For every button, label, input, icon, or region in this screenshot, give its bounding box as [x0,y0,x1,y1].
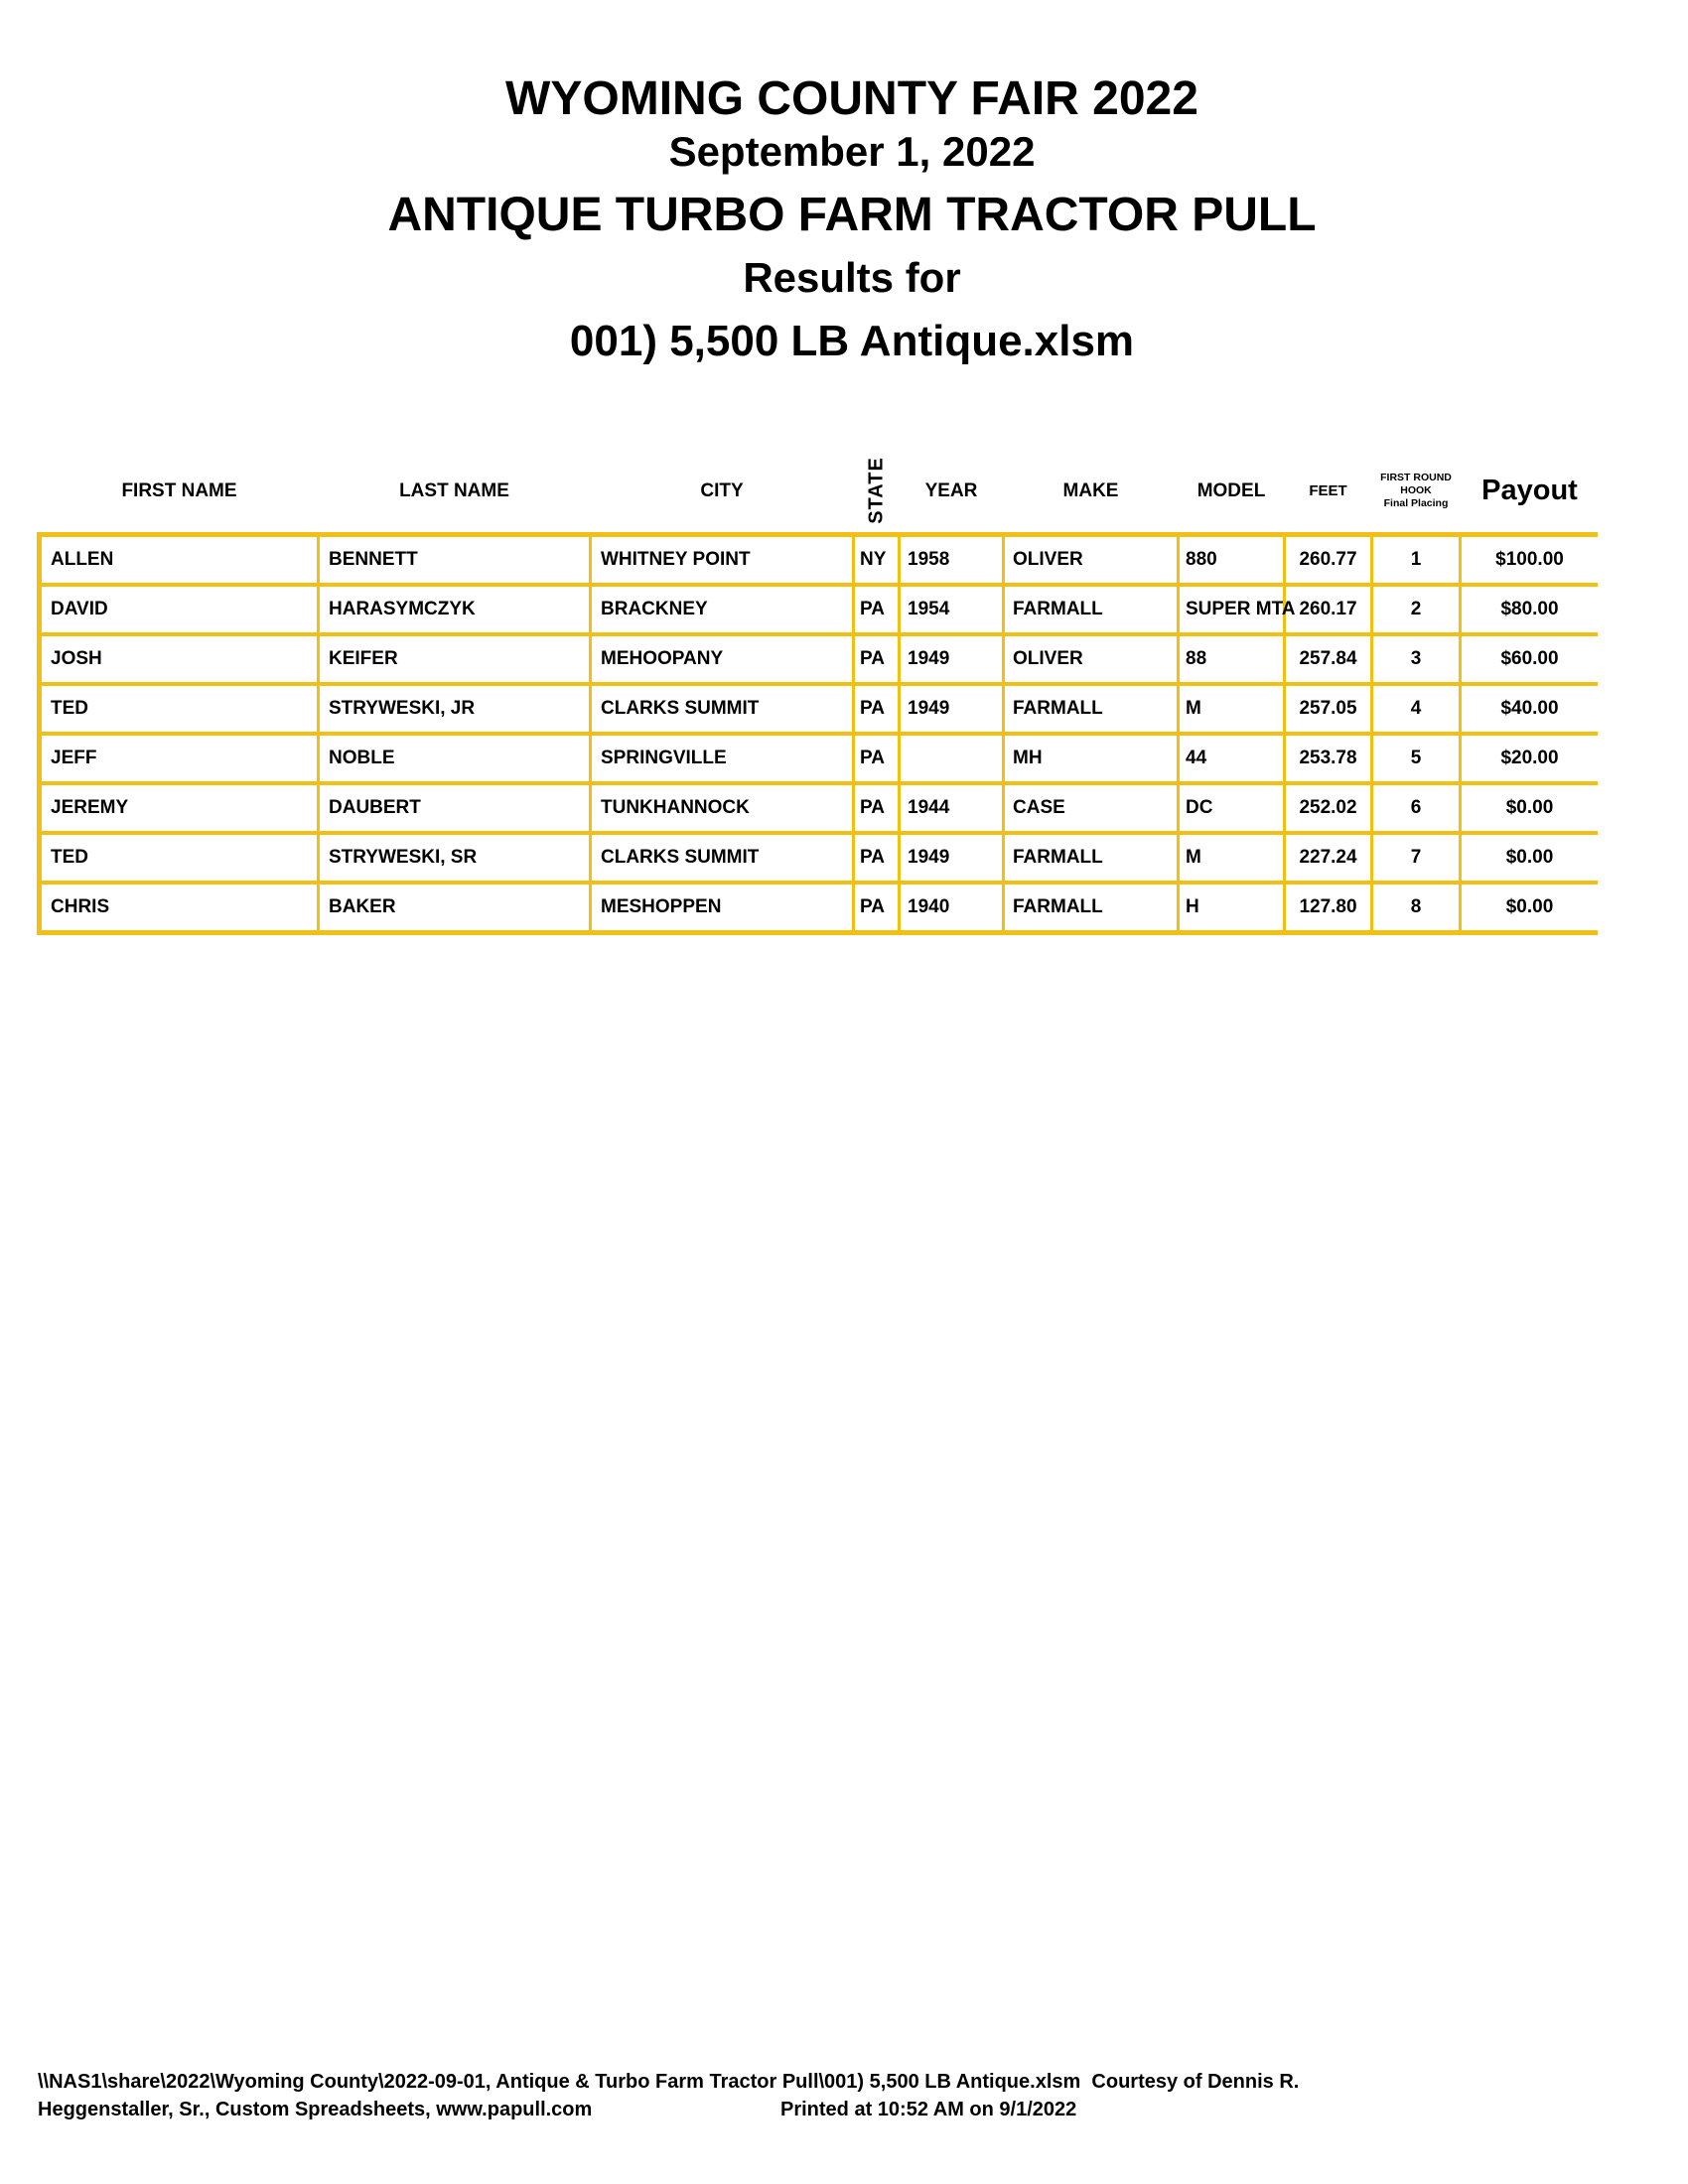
cell-make: OLIVER [1005,537,1177,583]
cell-first-name: ALLEN [42,537,317,583]
cell-state: PA [855,835,898,881]
cell-make: FARMALL [1005,686,1177,732]
cell-hook-placing: 7 [1373,835,1459,881]
cell-feet: 257.05 [1286,686,1370,732]
cell-city: SPRINGVILLE [592,736,852,781]
cell-year: 1949 [901,636,1002,682]
cell-hook-placing: 6 [1373,785,1459,831]
cell-hook-placing: 1 [1373,537,1459,583]
col-header-payout: Payout [1481,474,1578,506]
cell-payout: $0.00 [1462,835,1598,881]
col-header-model: MODEL [1196,479,1266,501]
cell-city: MESHOPPEN [592,885,852,930]
cell-payout: $80.00 [1462,587,1598,632]
cell-city: BRACKNEY [592,587,852,632]
results-table-header [37,449,1598,532]
cell-feet: 260.17 [1286,587,1370,632]
cell-city: CLARKS SUMMIT [592,835,852,881]
cell-state: PA [855,785,898,831]
cell-hook-placing: 3 [1373,636,1459,682]
cell-state: PA [855,885,898,930]
cell-payout: $0.00 [1462,785,1598,831]
title-line-class: ANTIQUE TURBO FARM TRACTOR PULL [387,189,1317,241]
cell-hook-placing: 5 [1373,736,1459,781]
cell-feet: 257.84 [1286,636,1370,682]
cell-city: WHITNEY POINT [592,537,852,583]
cell-year [901,736,1002,781]
col-header-first-name: FIRST NAME [121,479,237,501]
cell-payout: $20.00 [1462,736,1598,781]
cell-last-name: KEIFER [320,636,589,682]
cell-feet: 252.02 [1286,785,1370,831]
cell-model: DC [1180,785,1283,831]
cell-first-name: JOSH [42,636,317,682]
cell-first-name: JEREMY [42,785,317,831]
cell-payout: $100.00 [1462,537,1598,583]
col-header-feet: FEET [1309,481,1347,499]
results-table [37,532,1598,935]
cell-first-name: TED [42,835,317,881]
cell-payout: $60.00 [1462,636,1598,682]
cell-city: TUNKHANNOCK [592,785,852,831]
col-header-make: MAKE [1062,479,1119,501]
cell-model: 44 [1180,736,1283,781]
cell-last-name: STRYWESKI, JR [320,686,589,732]
col-header-year: YEAR [924,479,978,501]
cell-year: 1949 [901,835,1002,881]
cell-year: 1949 [901,686,1002,732]
cell-year: 1954 [901,587,1002,632]
cell-hook-placing: 4 [1373,686,1459,732]
cell-year: 1940 [901,885,1002,930]
cell-first-name: JEFF [42,736,317,781]
hook-header-line3: Final Placing [1383,496,1449,509]
cell-first-name: TED [42,686,317,732]
cell-make: FARMALL [1005,587,1177,632]
footer-printed-at: Printed at 10:52 AM on 9/1/2022 [780,2099,1077,2120]
hook-header-line1: FIRST ROUND [1380,471,1452,483]
col-header-last-name: LAST NAME [399,479,509,501]
title-line-event: WYOMING COUNTY FAIR 2022 [505,72,1198,125]
cell-model: 880 [1180,537,1283,583]
hook-header-line2: HOOK [1400,483,1432,496]
state-rotated-label: STATE [865,457,887,524]
cell-make: FARMALL [1005,835,1177,881]
cell-last-name: HARASYMCZYK [320,587,589,632]
cell-state: PA [855,636,898,682]
cell-city: CLARKS SUMMIT [592,686,852,732]
cell-state: NY [855,537,898,583]
cell-last-name: BENNETT [320,537,589,583]
col-header-city: CITY [700,479,744,501]
cell-last-name: DAUBERT [320,785,589,831]
cell-make: FARMALL [1005,885,1177,930]
title-line-results-for: Results for [743,254,961,301]
cell-first-name: CHRIS [42,885,317,930]
cell-last-name: STRYWESKI, SR [320,835,589,881]
cell-feet: 260.77 [1286,537,1370,583]
title-line-file: 001) 5,500 LB Antique.xlsm [569,317,1135,365]
cell-model: M [1180,835,1283,881]
col-header-state [855,449,898,532]
cell-make: MH [1005,736,1177,781]
cell-payout: $0.00 [1462,885,1598,930]
cell-year: 1958 [901,537,1002,583]
cell-model: 88 [1180,636,1283,682]
cell-make: CASE [1005,785,1177,831]
cell-last-name: BAKER [320,885,589,930]
cell-hook-placing: 8 [1373,885,1459,930]
cell-last-name: NOBLE [320,736,589,781]
cell-state: PA [855,736,898,781]
footer-credit-line: Heggenstaller, Sr., Custom Spreadsheets, www.papull.com [38,2099,593,2120]
cell-city: MEHOOPANY [592,636,852,682]
title-line-date: September 1, 2022 [668,128,1036,175]
cell-feet: 227.24 [1286,835,1370,881]
cell-make: OLIVER [1005,636,1177,682]
cell-model: M [1180,686,1283,732]
cell-year: 1944 [901,785,1002,831]
cell-model: SUPER MTA [1180,587,1283,632]
cell-payout: $40.00 [1462,686,1598,732]
footer-path-line: \\NAS1\share\2022\Wyoming County\2022-09-01, Antique & Turbo Farm Tractor Pull\001) 5,500 LB Antique.xlsm Courtesy of Dennis R. [38,2071,1300,2093]
cell-hook-placing: 2 [1373,587,1459,632]
cell-feet: 127.80 [1286,885,1370,930]
col-header-hook-placing [1373,472,1459,510]
cell-first-name: DAVID [42,587,317,632]
cell-model: H [1180,885,1283,930]
cell-feet: 253.78 [1286,736,1370,781]
cell-state: PA [855,587,898,632]
cell-state: PA [855,686,898,732]
